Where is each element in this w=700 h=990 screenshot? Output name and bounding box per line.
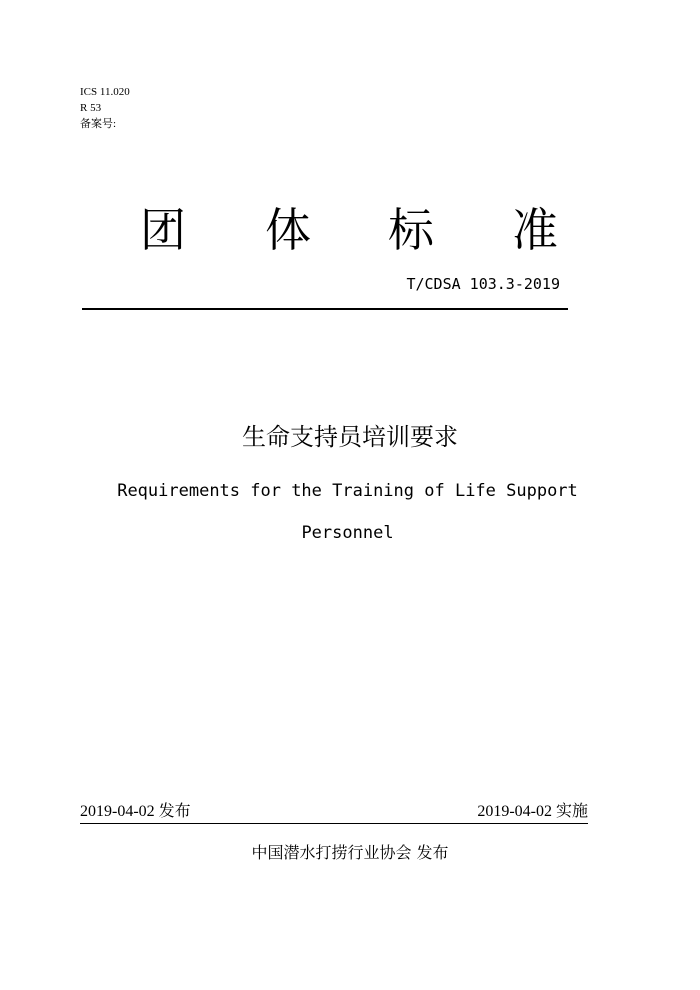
publisher: 中国潜水打捞行业协会 发布 [251, 843, 449, 862]
english-title: Requirements for the Training of Life Support Personnel [117, 481, 578, 543]
standard-number: T/CDSA 103.3-2019 [406, 275, 560, 293]
date-row [80, 801, 588, 824]
standard-type-char: 体 [265, 203, 311, 257]
standard-type-char: 标 [388, 203, 434, 257]
filing-number-label: 备案号: [80, 118, 117, 130]
standard-type-char: 团 [140, 203, 186, 257]
ics-code: ICS 11.020 [80, 86, 130, 98]
standard-type-title [0, 200, 700, 260]
classification-code: R 53 [80, 102, 102, 114]
implement-date: 2019-04-02 实施 [477, 803, 588, 820]
publish-date: 2019-04-02 发布 [80, 803, 191, 820]
document-meta [80, 84, 130, 132]
chinese-title: 生命支持员培训要求 [242, 423, 458, 451]
header-divider [82, 308, 568, 310]
standard-type-char: 准 [512, 203, 558, 257]
